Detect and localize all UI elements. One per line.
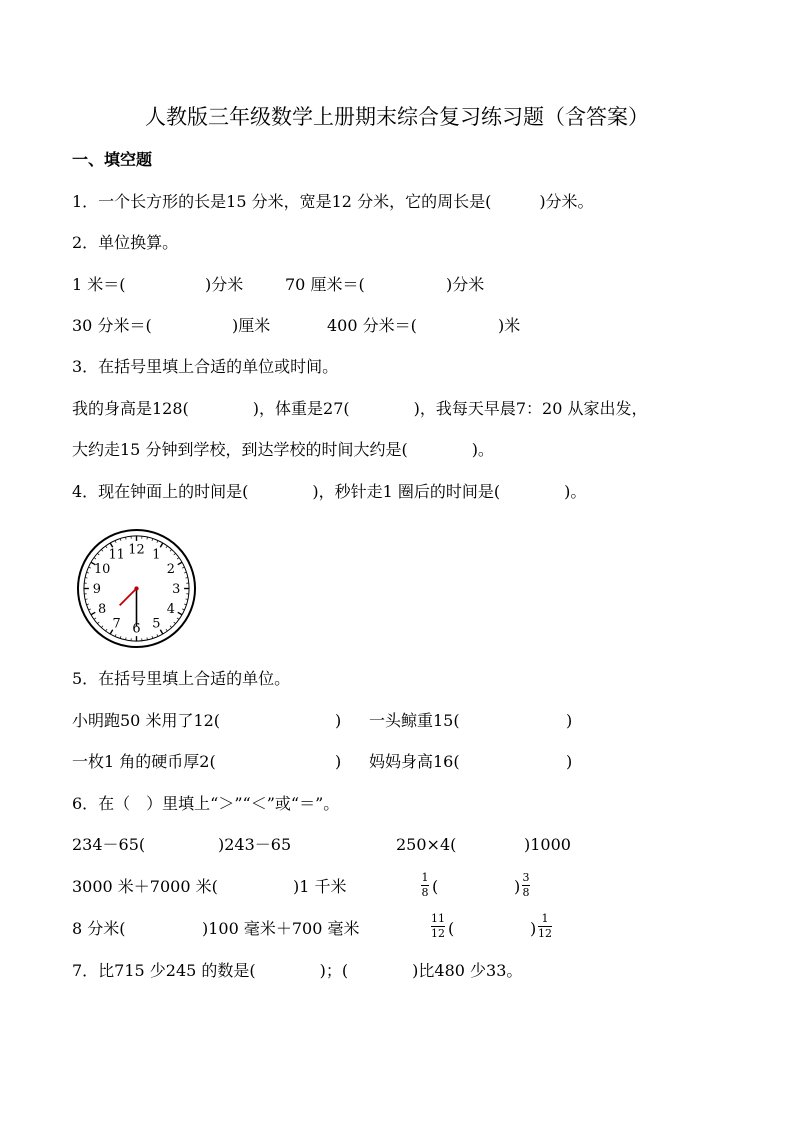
q2-item-b-unit: )分米 — [446, 275, 485, 294]
q6-row1-left: 234－65( — [72, 835, 146, 854]
q2-item-a-unit: )分米 — [205, 275, 244, 294]
question-6-stem: 6．在（ ）里填上“＞”“＜”或“＝”。 — [72, 794, 340, 813]
clock-tick — [182, 567, 184, 568]
clock-tick — [110, 543, 112, 547]
clock-tick — [152, 636, 153, 638]
q2-item-c-unit: )厘米 — [232, 316, 271, 335]
q2-item-a: 1 米＝( — [72, 275, 126, 294]
clock-tick — [120, 636, 121, 638]
fraction-numerator: 3 — [522, 871, 530, 884]
q5-item-b: 一头鲸重15( — [369, 711, 460, 730]
clock-tick — [157, 540, 158, 542]
question-4: 4．现在钟面上的时间是( )，秒针走1 圈后的时间是( )。 — [72, 482, 587, 501]
q6-row1-right-rhs: )1000 — [524, 835, 571, 854]
clock-tick — [174, 622, 176, 624]
clock-tick — [170, 549, 172, 551]
q6-row3-left-rhs: )100 毫米＋700 毫米 — [202, 919, 360, 938]
page-title: 人教版三年级数学上册期末综合复习练习题（含答案） — [145, 105, 649, 129]
question-2-stem: 2．单位换算。 — [72, 233, 179, 252]
clock-number: 8 — [98, 601, 107, 617]
clock-tick — [174, 553, 176, 555]
clock-number: 3 — [172, 581, 181, 597]
clock-tick — [178, 562, 182, 564]
clock-tick — [184, 572, 186, 573]
q6-row3-open-paren: ( — [448, 919, 455, 938]
clock-tick — [160, 630, 162, 634]
q6-row3-close-paren: ) — [530, 919, 537, 938]
q6-row2-fraction-left — [421, 872, 429, 899]
clock-tick — [97, 622, 99, 624]
hour-hand — [120, 589, 137, 606]
q2-item-d: 400 分米＝( — [327, 316, 417, 335]
clock-tick — [91, 612, 95, 614]
clock-tick — [177, 558, 179, 559]
q2-item-b: 70 厘米＝( — [285, 275, 365, 294]
clock-tick — [106, 629, 107, 631]
clock-number: 6 — [132, 621, 141, 637]
clock-number: 7 — [112, 616, 121, 632]
clock-tick — [87, 572, 89, 573]
clock-tick — [115, 540, 116, 542]
question-3-line-2: 大约走15 分钟到学校，到达学校的时间大约是( )。 — [72, 440, 494, 459]
question-5-stem: 5．在括号里填上合适的单位。 — [72, 669, 291, 688]
fraction-numerator: 11 — [431, 912, 445, 925]
fraction-denominator: 8 — [522, 886, 530, 899]
q6-row2-open-paren: ( — [432, 877, 439, 896]
q6-row3-fraction-right — [538, 913, 552, 940]
q5-item-d-close: ) — [566, 752, 573, 771]
clock-center — [134, 586, 138, 590]
q5-item-c-close: ) — [335, 752, 342, 771]
clock-number: 5 — [152, 616, 161, 632]
q2-item-c: 30 分米＝( — [72, 316, 152, 335]
clock-tick — [94, 618, 96, 619]
clock-number: 12 — [128, 542, 145, 558]
clock-tick — [115, 634, 116, 636]
q6-row2-left-rhs: )1 千米 — [293, 877, 347, 896]
clock-tick — [87, 604, 89, 605]
q2-item-d-unit: )米 — [498, 316, 521, 335]
fraction-denominator: 12 — [431, 927, 445, 940]
clock-face — [75, 527, 198, 650]
clock-tick — [170, 626, 172, 628]
clock-tick — [157, 634, 158, 636]
clock-tick — [182, 609, 184, 610]
clock-tick — [177, 618, 179, 619]
clock-tick — [88, 609, 90, 610]
clock-tick — [94, 558, 96, 559]
clock-tick — [97, 553, 99, 555]
question-3-line-1: 我的身高是128( )，体重是27( )，我每天早晨7：20 从家出发， — [72, 399, 648, 418]
clock-tick — [166, 629, 167, 631]
q5-item-a: 小明跑50 米用了12( — [72, 711, 221, 730]
clock-tick — [184, 604, 186, 605]
clock-tick — [88, 567, 90, 568]
clock-number: 2 — [166, 562, 175, 578]
q6-row1-left-rhs: )243－65 — [218, 835, 292, 854]
q5-item-a-close: ) — [335, 711, 342, 730]
q6-row2-close-paren: ) — [514, 877, 521, 896]
clock-tick — [152, 539, 153, 541]
clock-number: 1 — [152, 547, 161, 563]
fraction-denominator: 12 — [538, 927, 552, 940]
clock-number: 11 — [108, 547, 125, 563]
question-3-stem: 3．在括号里填上合适的单位或时间。 — [72, 357, 339, 376]
clock-tick — [101, 549, 103, 551]
clock-tick — [120, 539, 121, 541]
q6-row2-fraction-right — [522, 872, 530, 899]
fraction-numerator: 1 — [421, 871, 429, 884]
fraction-denominator: 8 — [421, 886, 429, 899]
clock-tick — [166, 546, 167, 548]
fraction-numerator: 1 — [541, 912, 549, 925]
clock-number: 4 — [166, 601, 175, 617]
clock-tick — [160, 543, 162, 547]
clock-tick — [178, 612, 182, 614]
q5-item-c: 一枚1 角的硬币厚2( — [72, 752, 216, 771]
clock-tick — [101, 626, 103, 628]
clock-number: 9 — [92, 581, 101, 597]
section-heading: 一、填空题 — [72, 150, 153, 169]
q6-row3-left: 8 分米( — [72, 919, 126, 938]
clock-number: 10 — [93, 562, 111, 578]
q6-row1-right: 250×4( — [396, 835, 457, 854]
clock-tick — [106, 546, 107, 548]
q5-item-d: 妈妈身高16( — [369, 752, 460, 771]
question-7: 7．比715 少245 的数是( )；( )比480 少33。 — [72, 961, 523, 980]
q6-row2-left: 3000 米＋7000 米( — [72, 877, 218, 896]
question-1: 1．一个长方形的长是15 分米，宽是12 分米，它的周长是( )分米。 — [72, 192, 594, 211]
q6-row3-fraction-left — [431, 913, 445, 940]
q5-item-b-close: ) — [566, 711, 573, 730]
